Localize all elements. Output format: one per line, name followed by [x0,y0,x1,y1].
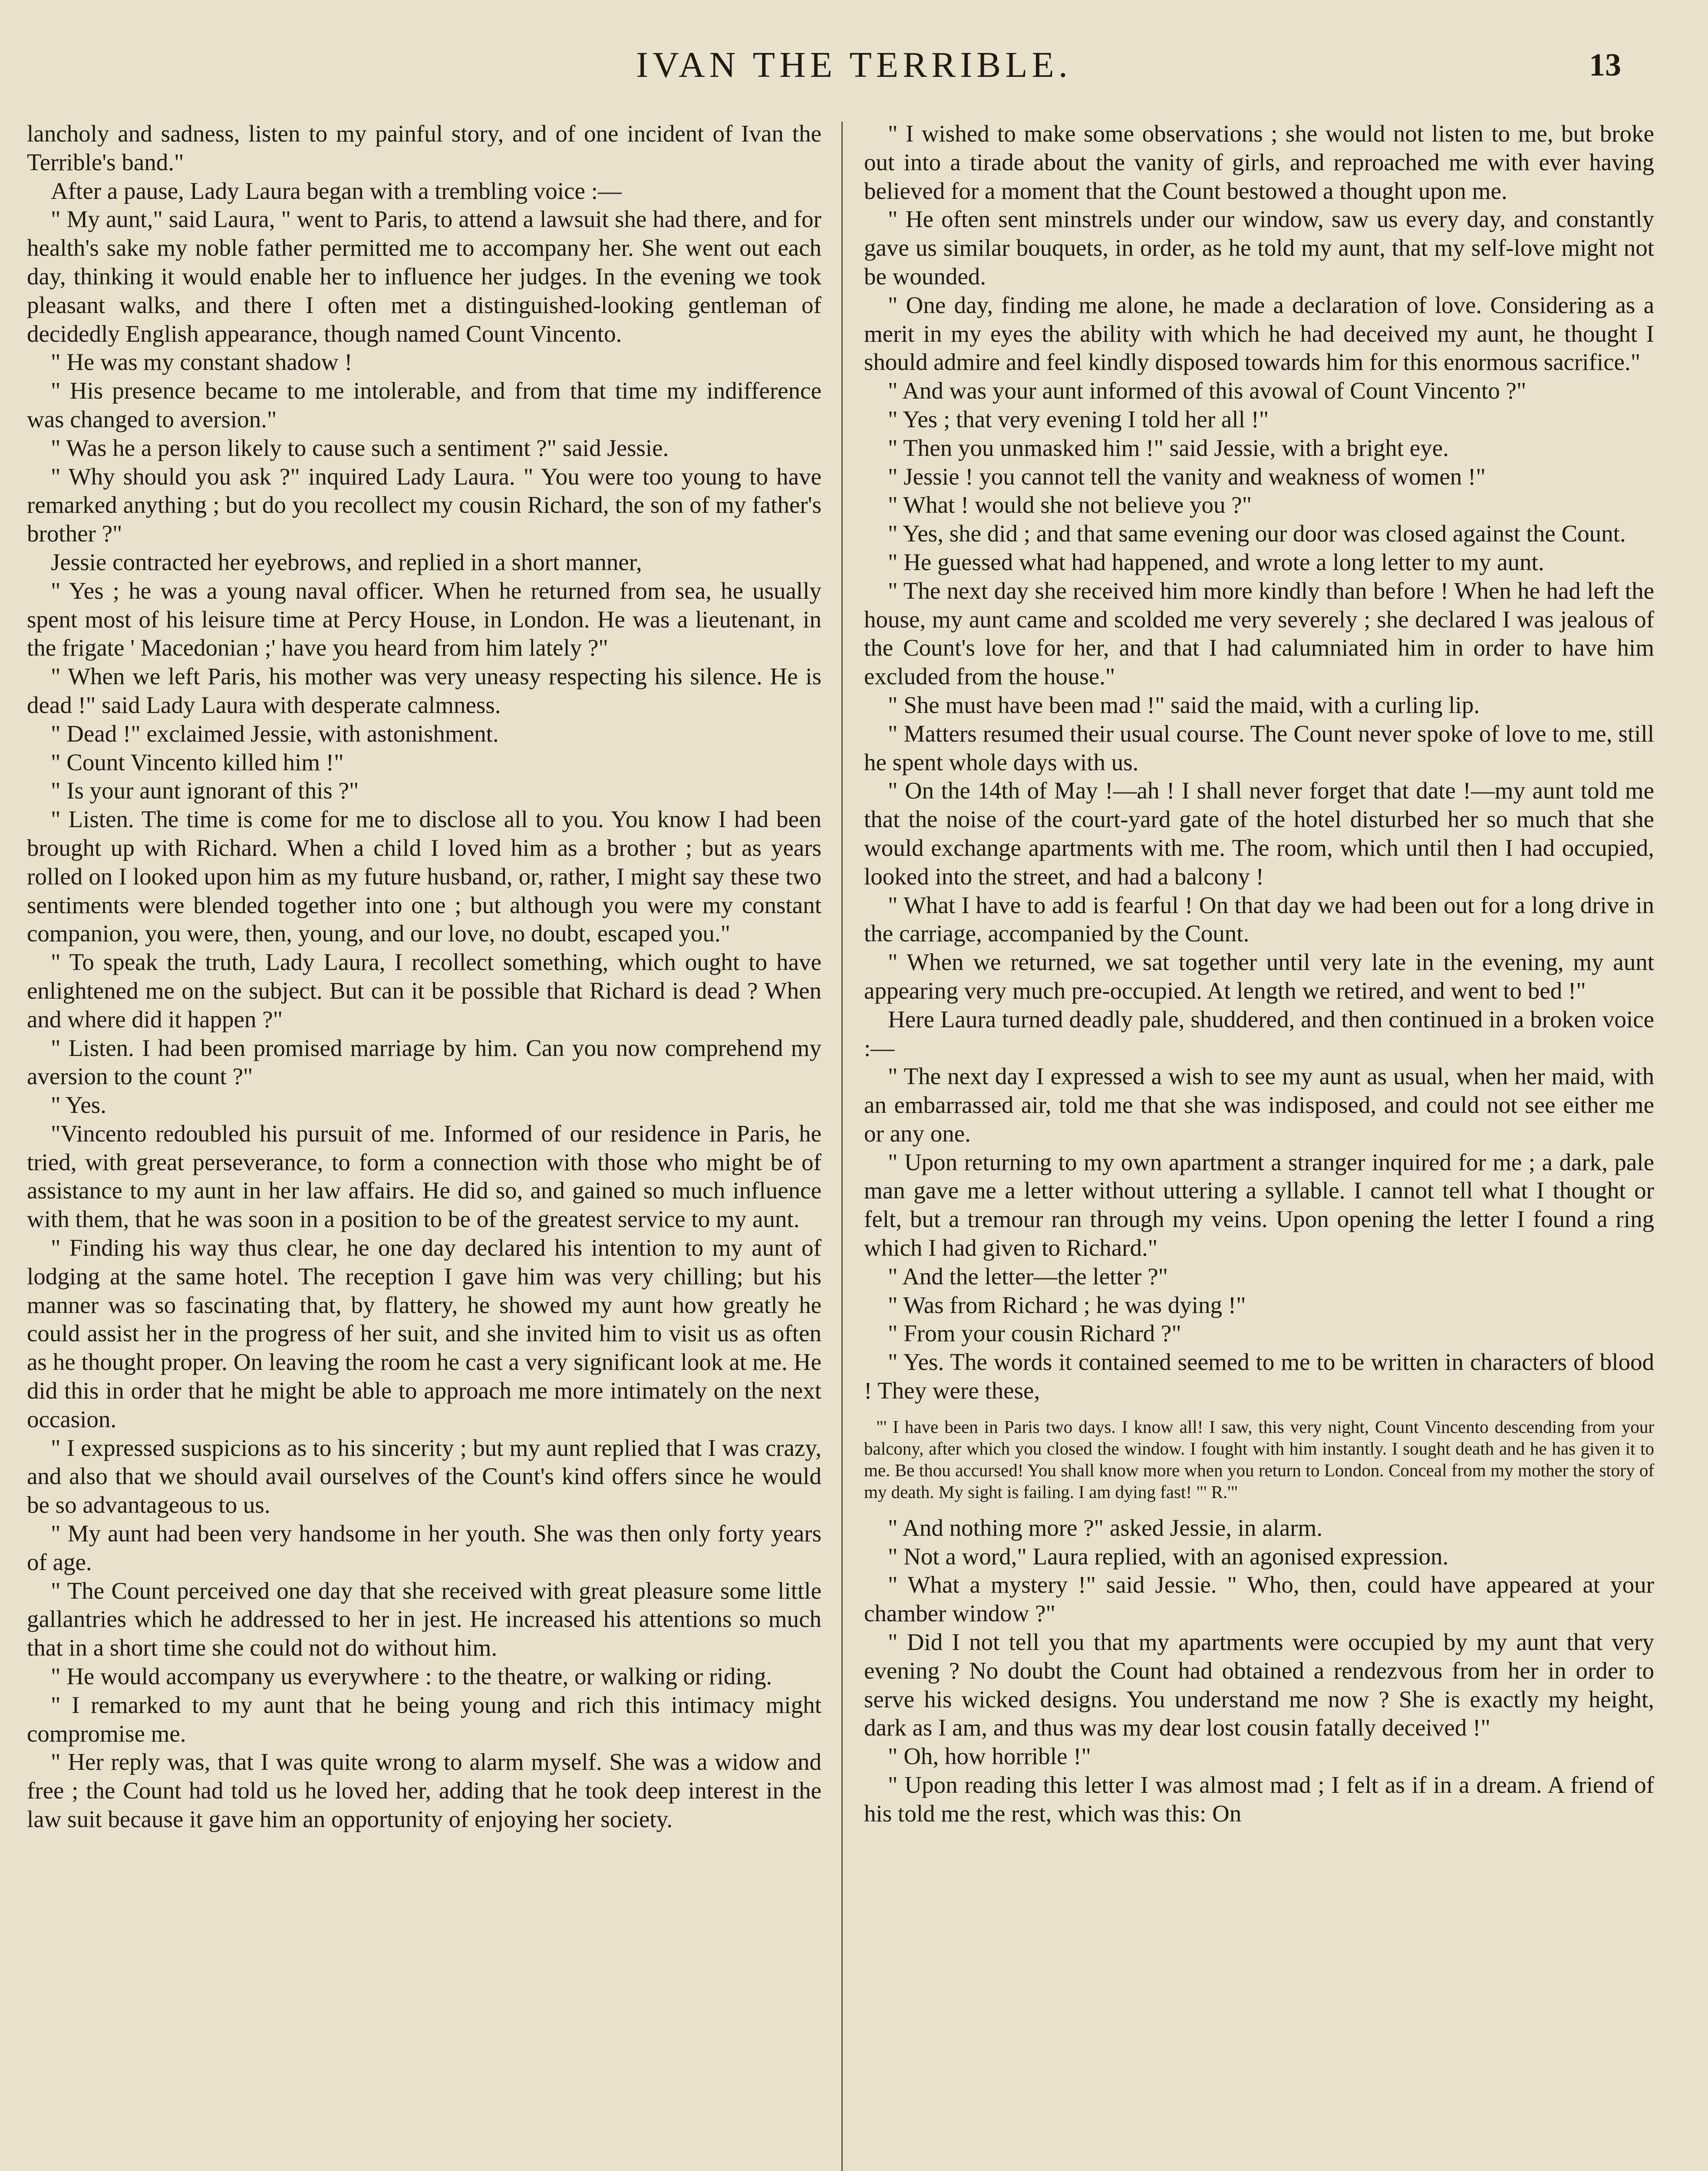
paragraph: " Jessie ! you cannot tell the vanity and weakness of women !" [888,463,1486,490]
paragraph: " Yes, she did ; and that same evening our door was closed against the Count. [888,520,1626,547]
paragraph: " On the 14th of May !—ah ! I shall never forget that date !—my aunt told me that the noise of the court-yard gate of the hotel disturbed her so much that she would exchange apartments with me. The room, which until then I had occupied, looked into the street, and had a balcony ! [864,777,1654,890]
paragraph: " Dead !" exclaimed Jessie, with astonishment. [51,720,499,747]
paragraph: " And nothing more ?" asked Jessie, in alarm. [888,1514,1323,1541]
paragraph: " What ! would she not believe you ?" [888,492,1252,518]
paragraph: " I wished to make some observations ; she would not listen to me, but broke out into a tirade about the vanity of girls, and reproached me with ever having believed for a moment that the Count bestowed a thought upon me. [864,120,1654,204]
page-number: 13 [1589,47,1621,83]
paragraph: " Listen. I had been promised marriage by him. Can you now comprehend my aversion to the count ?" [27,1034,821,1090]
paragraph: " The next day I expressed a wish to see my aunt as usual, when her maid, with an embarrassed air, told me that she was indisposed, and could not see either me or any one. [864,1063,1654,1147]
paragraph: " Yes. [51,1092,106,1118]
paragraph: " Then you unmasked him !" said Jessie, with a bright eye. [888,434,1449,461]
paragraph: " She must have been mad !" said the maid, with a curling lip. [888,691,1480,718]
paragraph: After a pause, Lady Laura began with a trembling voice :— [51,177,622,204]
paragraph: " Did I not tell you that my apartments were occupied by my aunt that very evening ? No doubt the Count had obtained a rendezvous from her in order to serve his wicked designs. You understand me now ? She is exactly my height, dark as I am, and thus was my dear lost cousin fatally deceived !" [864,1629,1654,1741]
paragraph: " Count Vincento killed him !" [51,749,344,775]
paragraph: " My aunt," said Laura, " went to Paris, to attend a lawsuit she had there, and for health's sake my noble father permitted me to accompany her. She went out each day, thinking it would enable her to influence her judges. In the evening we took pleasant walks, and there I often met a distinguished-looking gentleman of decidedly English appearance, though named Count Vincento. [27,206,821,347]
paragraph: " Upon returning to my own apartment a stranger inquired for me ; a dark, pale man gave me a letter without uttering a syllable. I cannot tell what I thought or felt, but a tremour ran through my veins. Upon opening the letter I found a ring which I had given to Richard." [864,1148,1654,1261]
paragraph: " Upon reading this letter I was almost mad ; I felt as if in a dream. A friend of his told me the rest, which was this: On [864,1772,1654,1827]
paragraph: " Was from Richard ; he was dying !" [888,1291,1246,1318]
paragraph: " The Count perceived one day that she received with great pleasure some little gallantries which he addressed to her in jest. He increased his attentions so much that in a short time she could not do without him. [27,1577,821,1661]
paragraph: " My aunt had been very handsome in her youth. She was then only forty years of age. [27,1520,821,1575]
paragraph: " He guessed what had happened, and wrote a long letter to my aunt. [888,548,1544,575]
paragraph: " When we left Paris, his mother was very uneasy respecting his silence. He is dead !" said Lady Laura with desperate calmness. [27,663,821,718]
quoted-letter: "' I have been in Paris two days. I know all! I saw, this very night, Count Vincento descending from your balcony, after which you closed the window. I fought with him instantly. I sought death and he has given it to me. Be thou accursed! You shall know more when you return to London. Conceal from my mother the story of my death. My sight is failing. I am dying fast! "' R.'" [864,1416,1654,1502]
left-column [27,119,821,2171]
paragraph: " Why should you ask ?" inquired Lady Laura. " You were too young to have remarked anything ; but do you recollect my cousin Richard, the son of my father's brother ?" [27,463,821,547]
paragraph: " From your cousin Richard ?" [888,1320,1181,1347]
paragraph: " Yes ; that very evening I told her all !" [888,406,1269,432]
paragraph: " Yes. The words it contained seemed to me to be written in characters of blood ! They were these, [864,1349,1654,1404]
paragraph: " What I have to add is fearful ! On that day we had been out for a long drive in the carriage, accompanied by the Count. [864,891,1654,947]
paragraph: " Matters resumed their usual course. The Count never spoke of love to me, still he spent whole days with us. [864,720,1654,775]
paragraph: " To speak the truth, Lady Laura, I recollect something, which ought to have enlightened me on the subject. But can it be possible that Richard is dead ? When and where did it happen ?" [27,949,821,1033]
page-title: IVAN THE TERRIBLE. [636,45,1072,85]
paragraph: " Finding his way thus clear, he one day declared his intention to my aunt of lodging at the same hotel. The reception I gave him was very chilling; but his manner was so fascinating that, by flattery, he showed my aunt how greatly he could assist her in the progress of her suit, and she invited him to visit us as often as he thought proper. On leaving the room he cast a very significant look at me. He did this in order that he might be able to approach me more intimately on the next occasion. [27,1234,821,1432]
paragraph: " I remarked to my aunt that he being young and rich this intimacy might compromise me. [27,1691,821,1747]
paragraph: " And the letter—the letter ?" [888,1263,1168,1290]
paragraph: " And was your aunt informed of this avowal of Count Vincento ?" [888,377,1527,404]
paragraph: " Yes ; he was a young naval officer. When he returned from sea, he usually spent most of his leisure time at Percy House, in London. He was a lieutenant, in the frigate ' Macedonian ;' have you heard from him lately ?" [27,577,821,661]
paragraph: Here Laura turned deadly pale, shuddered, and then continued in a broken voice :— [864,1006,1654,1061]
paragraph: " One day, finding me alone, he made a declaration of love. Considering as a merit in my eyes the ability with which he had deceived my aunt, he thought I should admire and feel kindly disposed towards him for this enormous sacrifice." [864,291,1654,376]
paragraph: Jessie contracted her eyebrows, and replied in a short manner, [51,548,642,575]
column-divider [841,122,843,2171]
paragraph: " He would accompany us everywhere : to the theatre, or walking or riding. [51,1663,772,1690]
paragraph: lancholy and sadness, listen to my painful story, and of one incident of Ivan the Terrible's band." [27,120,821,175]
running-head [0,41,1708,89]
paragraph: " Listen. The time is come for me to disclose all to you. You know I had been brought up with Richard. When a child I loved him as a brother ; but as years rolled on I looked upon him as my future husband, or, rather, I might say these two sentiments were blended together into one ; but although you were my constant companion, you were, then, young, and our love, no doubt, escaped you." [27,806,821,947]
paragraph: " What a mystery !" said Jessie. " Who, then, could have appeared at your chamber window ?" [864,1571,1654,1627]
paragraph: " Is your aunt ignorant of this ?" [51,777,359,804]
paragraph: " Was he a person likely to cause such a sentiment ?" said Jessie. [51,434,669,461]
paragraph: " Not a word," Laura replied, with an agonised expression. [888,1543,1449,1570]
paragraph: " His presence became to me intolerable, and from that time my indifference was changed to aversion." [27,377,821,432]
paragraph: " Her reply was, that I was quite wrong to alarm myself. She was a widow and free ; the Count had told us he loved her, adding that he took deep interest in the law suit because it gave him an opportunity of enjoying her society. [27,1749,821,1833]
paragraph: " When we returned, we sat together until very late in the evening, my aunt appearing very much pre-occupied. At length we retired, and went to bed !" [864,949,1654,1004]
paragraph: " He often sent minstrels under our window, saw us every day, and constantly gave us similar bouquets, in order, as he told my aunt, that my self-love might not be wounded. [864,206,1654,290]
paragraph: " I expressed suspicions as to his sincerity ; but my aunt replied that I was crazy, and also that we should avail ourselves of the Count's kind offers since he would be so advantageous to us. [27,1434,821,1518]
paragraph: "Vincento redoubled his pursuit of me. Informed of our residence in Paris, he tried, with great perseverance, to form a connection with those who might be of assistance to my aunt in her law affairs. He did so, and gained so much influence with them, that he was soon in a position to be of the greatest service to my aunt. [27,1120,821,1233]
right-column [864,119,1654,2171]
paragraph: " Oh, how horrible !" [888,1743,1091,1770]
paragraph: " He was my constant shadow ! [51,349,353,376]
paragraph: " The next day she received him more kindly than before ! When he had left the house, my aunt came and scolded me very severely ; she declared I was jealous of the Count's love for her, and that I had calumniated him in order to have him excluded from the house." [864,577,1654,690]
